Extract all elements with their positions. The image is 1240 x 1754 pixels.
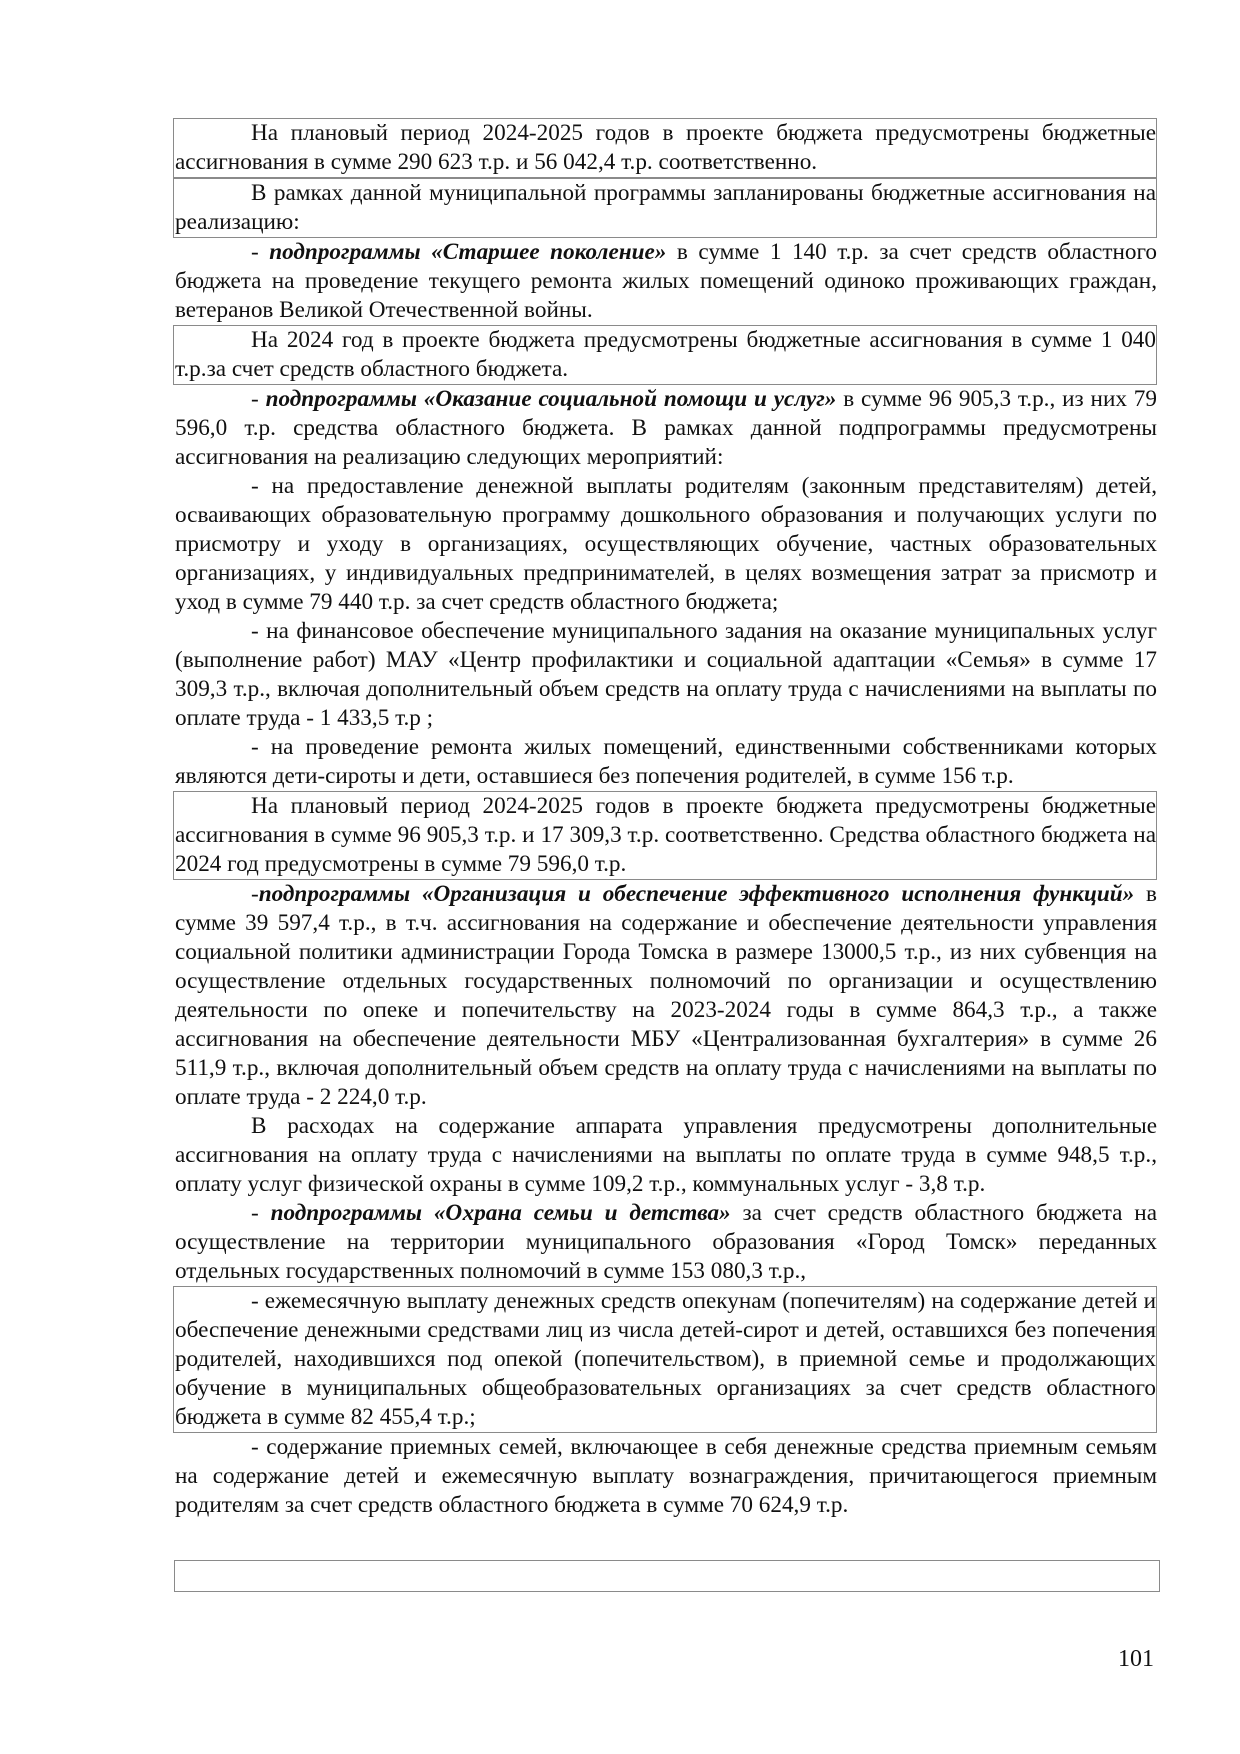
- paragraph-subprogram-older-generation: [175, 238, 1157, 325]
- list-dash: -: [251, 386, 266, 412]
- paragraph-municipal-assignment: - на финансовое обеспечение муниципального задания на оказание муниципальных услуг (выполнение работ) МАУ «Центр профилактики и социальной адаптации «Семья» в сумме 17 309,3 т.р., включая дополнительный объем средств на оплату труда с начислениями на выплаты по оплате труда - 1 433,5 т.р ;: [175, 618, 1157, 731]
- paragraph-subprogram-social-assistance: [175, 385, 1157, 472]
- paragraph-planned-period-2024-2025: На плановый период 2024-2025 годов в проекте бюджета предусмотрены бюджетные ассигнования в сумме 290 623 т.р. и 56 042,4 т.р. соответственно.: [173, 118, 1157, 178]
- paragraph-housing-repair: - на проведение ремонта жилых помещений, единственными собственниками которых являются дети-сироты и дети, оставшиеся без попечения родителей, в сумме 156 т.р.: [175, 734, 1157, 789]
- paragraph-guardian-payments: - ежемесячную выплату денежных средств опекунам (попечителям) на содержание детей и обеспечение денежными средствами лиц из числа детей-сирот и детей, оставшихся без попечения родителей, находившихся под опекой (попечительством), в приемной семье и продолжающих обучение в муниципальных общеобразовательных организациях за счет средств областного бюджета в сумме 82 455,4 т.р.;: [173, 1286, 1157, 1433]
- paragraph-planned-period-social: На плановый период 2024-2025 годов в проекте бюджета предусмотрены бюджетные ассигнования в сумме 96 905,3 т.р. и 17 309,3 т.р. соответственно. Средства областного бюджета на 2024 год предусмотрены в сумме 79 596,0 т.р.: [173, 791, 1157, 880]
- document-body: [175, 118, 1157, 1520]
- paragraph-text: за счет средств областного бюджета на осуществление на территории муниципального образования «Город Томск» переданных отдельных государственных полномочий в сумме 153 080,3 т.р.,: [175, 1200, 1157, 1284]
- paragraph-parent-payment: - на предоставление денежной выплаты родителям (законным представителям) детей, осваивающих образовательную программу дошкольного образования и получающих услуги по присмотру и уходу в организациях, осуществляющих обучение, частных образовательных организациях, у индивидуальных предпринимателей, в целях возмещения затрат за присмотр и уход в сумме 79 440 т.р. за счет средств областного бюджета;: [175, 473, 1157, 615]
- list-dash: -: [251, 1200, 271, 1226]
- subprogram-title: подпрограммы «Оказание социальной помощи и услуг»: [265, 386, 837, 412]
- paragraph-text: в сумме 1 140 т.р. за счет средств областного бюджета на проведение текущего ремонта жилых помещений одиноко проживающих граждан, ветеранов Великой Отечественной войны.: [175, 239, 1157, 323]
- paragraph-text: в сумме 96 905,3 т.р., из них 79 596,0 т.р. средства областного бюджета. В рамках данной подпрограммы предусмотрены ассигнования на реализацию следующих мероприятий:: [175, 386, 1157, 470]
- paragraph-text: в сумме 39 597,4 т.р., в т.ч. ассигнования на содержание и обеспечение деятельности управления социальной политики администрации Города Томска в размере 13000,5 т.р., из них субвенция на осуществление отдельных государственных полномочий по организации и осуществлению деятельности по опеке и попечительству на 2023-2024 годы в сумме 864,3 т.р., а также ассигнования на обеспечение деятельности МБУ «Централизованная бухгалтерия» в сумме 26 511,9 т.р., включая дополнительный объем средств на оплату труда с начислениями на выплаты по оплате труда - 2 224,0 т.р.: [175, 881, 1157, 1110]
- empty-frame: [174, 1560, 1160, 1592]
- subprogram-title: подпрограммы «Организация и обеспечение эффективного исполнения функций»: [258, 881, 1135, 907]
- page-number: 101: [1118, 1646, 1154, 1672]
- paragraph-administration-expenses: В расходах на содержание аппарата управления предусмотрены дополнительные ассигнования на оплату труда с начислениями на выплаты по оплате труда в сумме 948,5 т.р., оплату услуг физической охраны в сумме 109,2 т.р., коммунальных услуг - 3,8 т.р.: [175, 1113, 1157, 1197]
- paragraph-subprogram-functions: [175, 880, 1157, 1112]
- paragraph-subprogram-family-protection: [175, 1199, 1157, 1286]
- paragraph-foster-families: - содержание приемных семей, включающее в себя денежные средства приемным семьям на содержание детей и ежемесячную выплату вознаграждения, причитающегося приемным родителям за счет средств областного бюджета в сумме 70 624,9 т.р.: [175, 1434, 1157, 1518]
- paragraph-2024-allocation: На 2024 год в проекте бюджета предусмотрены бюджетные ассигнования в сумме 1 040 т.р.за счет средств областного бюджета.: [173, 325, 1157, 385]
- list-dash: -: [251, 239, 270, 265]
- subprogram-title: подпрограммы «Старшее поколение»: [269, 239, 667, 265]
- paragraph-program-intro: В рамках данной муниципальной программы запланированы бюджетные ассигнования на реализацию:: [173, 178, 1157, 238]
- list-dash: -: [251, 881, 259, 907]
- subprogram-title: подпрограммы «Охрана семьи и детства»: [270, 1200, 731, 1226]
